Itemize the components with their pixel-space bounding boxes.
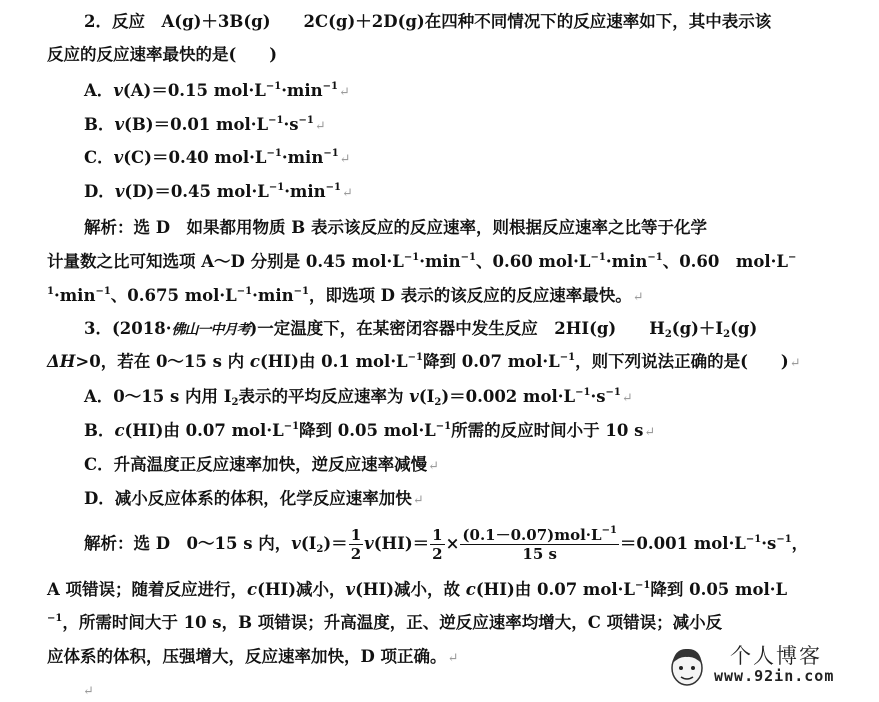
paragraph-mark-icon: ↵	[339, 85, 350, 100]
q2-analysis-line1: 解析：选 D 如果都用物质 B 表示该反应的反应速率，则根据反应速率之比等于化学	[84, 218, 707, 237]
q3-option-c: C．升高温度正反应速率加快，逆反应速率减慢↵	[84, 455, 440, 474]
paragraph-mark-icon: ↵	[412, 493, 424, 508]
paragraph-mark-icon: ↵	[789, 356, 801, 371]
fraction-concentration-over-time: $\frac{(0.1-0.07)mol\cdot L^{-1}}{15 s}$	[462, 525, 617, 563]
fraction-one-half: $\frac{1}{2}$	[350, 526, 362, 563]
q2-analysis-line2: 计量数之比可知选项 A～D 分别是 0.45 $mol\cdot L^{-1}\cdot\min^{-1}$、0.60 $mol\cdot L^{-1}\cdot\min^{-1}$、0.60 mol·L−	[47, 252, 797, 271]
q2-option-d: D．v(D)＝0.45 $mol\cdot L^{-1}\cdot\min^{-1}↵$	[84, 182, 353, 201]
q3-option-b: B．c(HI)由 0.07 $mol\cdot L^{-1}$降到 0.05 $mol\cdot L^{-1}$所需的反应时间小于 10 s↵	[84, 421, 656, 440]
watermark	[667, 640, 867, 692]
q3-option-a: A．0～15 s 内用 $I_2$表示的平均反应速率为 $v(I_2)=0.002$ $mol\cdot L^{-1}\cdot s^{-1}↵$	[84, 387, 633, 408]
q3-analysis-line1: 解析：选 D 0～15 s 内，$v(I_2)=$ $\frac{1}{2}$ v(HI)＝ $\frac{1}{2}$ × $\frac{(0.1-0.07)mol\cdot L^{-1}}{15 s}$ ＝0.001 $mol\cdot L^{-1}\cdot s^{-1}$，	[84, 525, 809, 563]
q3-analysis-line4: 应体系的体积，压强增大，反应速率加快，D 项正确。↵	[47, 647, 459, 666]
q2-stem-line2: 反应的反应速率最快的是( )	[47, 45, 278, 64]
q3-source: 佛山一中月考	[171, 322, 250, 338]
paragraph-mark-icon: ↵	[632, 290, 644, 305]
paragraph-mark-icon: ↵	[314, 119, 326, 134]
paragraph-mark-icon: ↵	[447, 651, 459, 666]
q2-analysis-line3: $^1\cdot\min^{-1}$、0.675 $mol\cdot L^{-1}\cdot\min^{-1}$，即选项 D 表示的该反应的反应速率最快。↵	[47, 286, 644, 305]
q3-stem-line1: 3．(2018·佛山一中月考)一定温度下，在某密闭容器中发生反应 2HI(g) $H_2(g)+I_2(g)$	[84, 319, 758, 340]
cartoon-avatar-icon	[667, 644, 707, 688]
paragraph-mark-icon: ↵	[339, 152, 351, 167]
paragraph-mark-icon: ↵	[428, 459, 440, 474]
q3-stem-line2: ΔH>0，若在 0～15 s 内 c(HI)由 0.1 $mol\cdot L^{-1}$降到 0.07 $mol\cdot L^{-1}$，则下列说法正确的是( )↵	[47, 352, 801, 371]
q2-stem-line1: 2．反应 A(g)＋3B(g) 2C(g)＋2D(g)在四种不同情况下的反应速率如下，其中表示该	[84, 12, 772, 31]
watermark-title: 个人博客	[730, 644, 822, 668]
q3-option-d: D．减小反应体系的体积，化学反应速率加快↵	[84, 489, 424, 508]
fraction-one-half: $\frac{1}{2}$	[432, 526, 443, 563]
q2-option-b: B．v(B)＝0.01 $mol\cdot L^{-1}\cdot s^{-1}↵$	[84, 115, 326, 134]
paragraph-mark-icon: ↵	[644, 425, 656, 440]
paragraph-mark-icon: ↵	[621, 391, 633, 406]
q3-analysis-line2: A 项错误；随着反应进行，c(HI)减小，v(HI)减小，故 c(HI)由 0.07 $mol\cdot L^{-1}$降到 0.05 mol·L	[47, 580, 788, 599]
watermark-url: www.92in.com	[714, 667, 835, 685]
q2-option-a: A．v(A)＝0.15 $mol\cdot L^{-1}\cdot\min^{-1}↵$	[84, 81, 350, 100]
q2-option-c: C．v(C)＝0.40 $mol\cdot L^{-1}\cdot\min^{-1}↵$	[84, 148, 351, 167]
empty-paragraph	[82, 680, 94, 702]
paragraph-mark-icon: ↵	[342, 186, 353, 201]
q3-analysis-line3: $^{-1}$，所需时间大于 10 s，B 项错误；升高温度，正、逆反应速率均增大，C 项错误；减小反	[47, 613, 723, 632]
paragraph-mark-icon: ↵	[83, 684, 94, 699]
